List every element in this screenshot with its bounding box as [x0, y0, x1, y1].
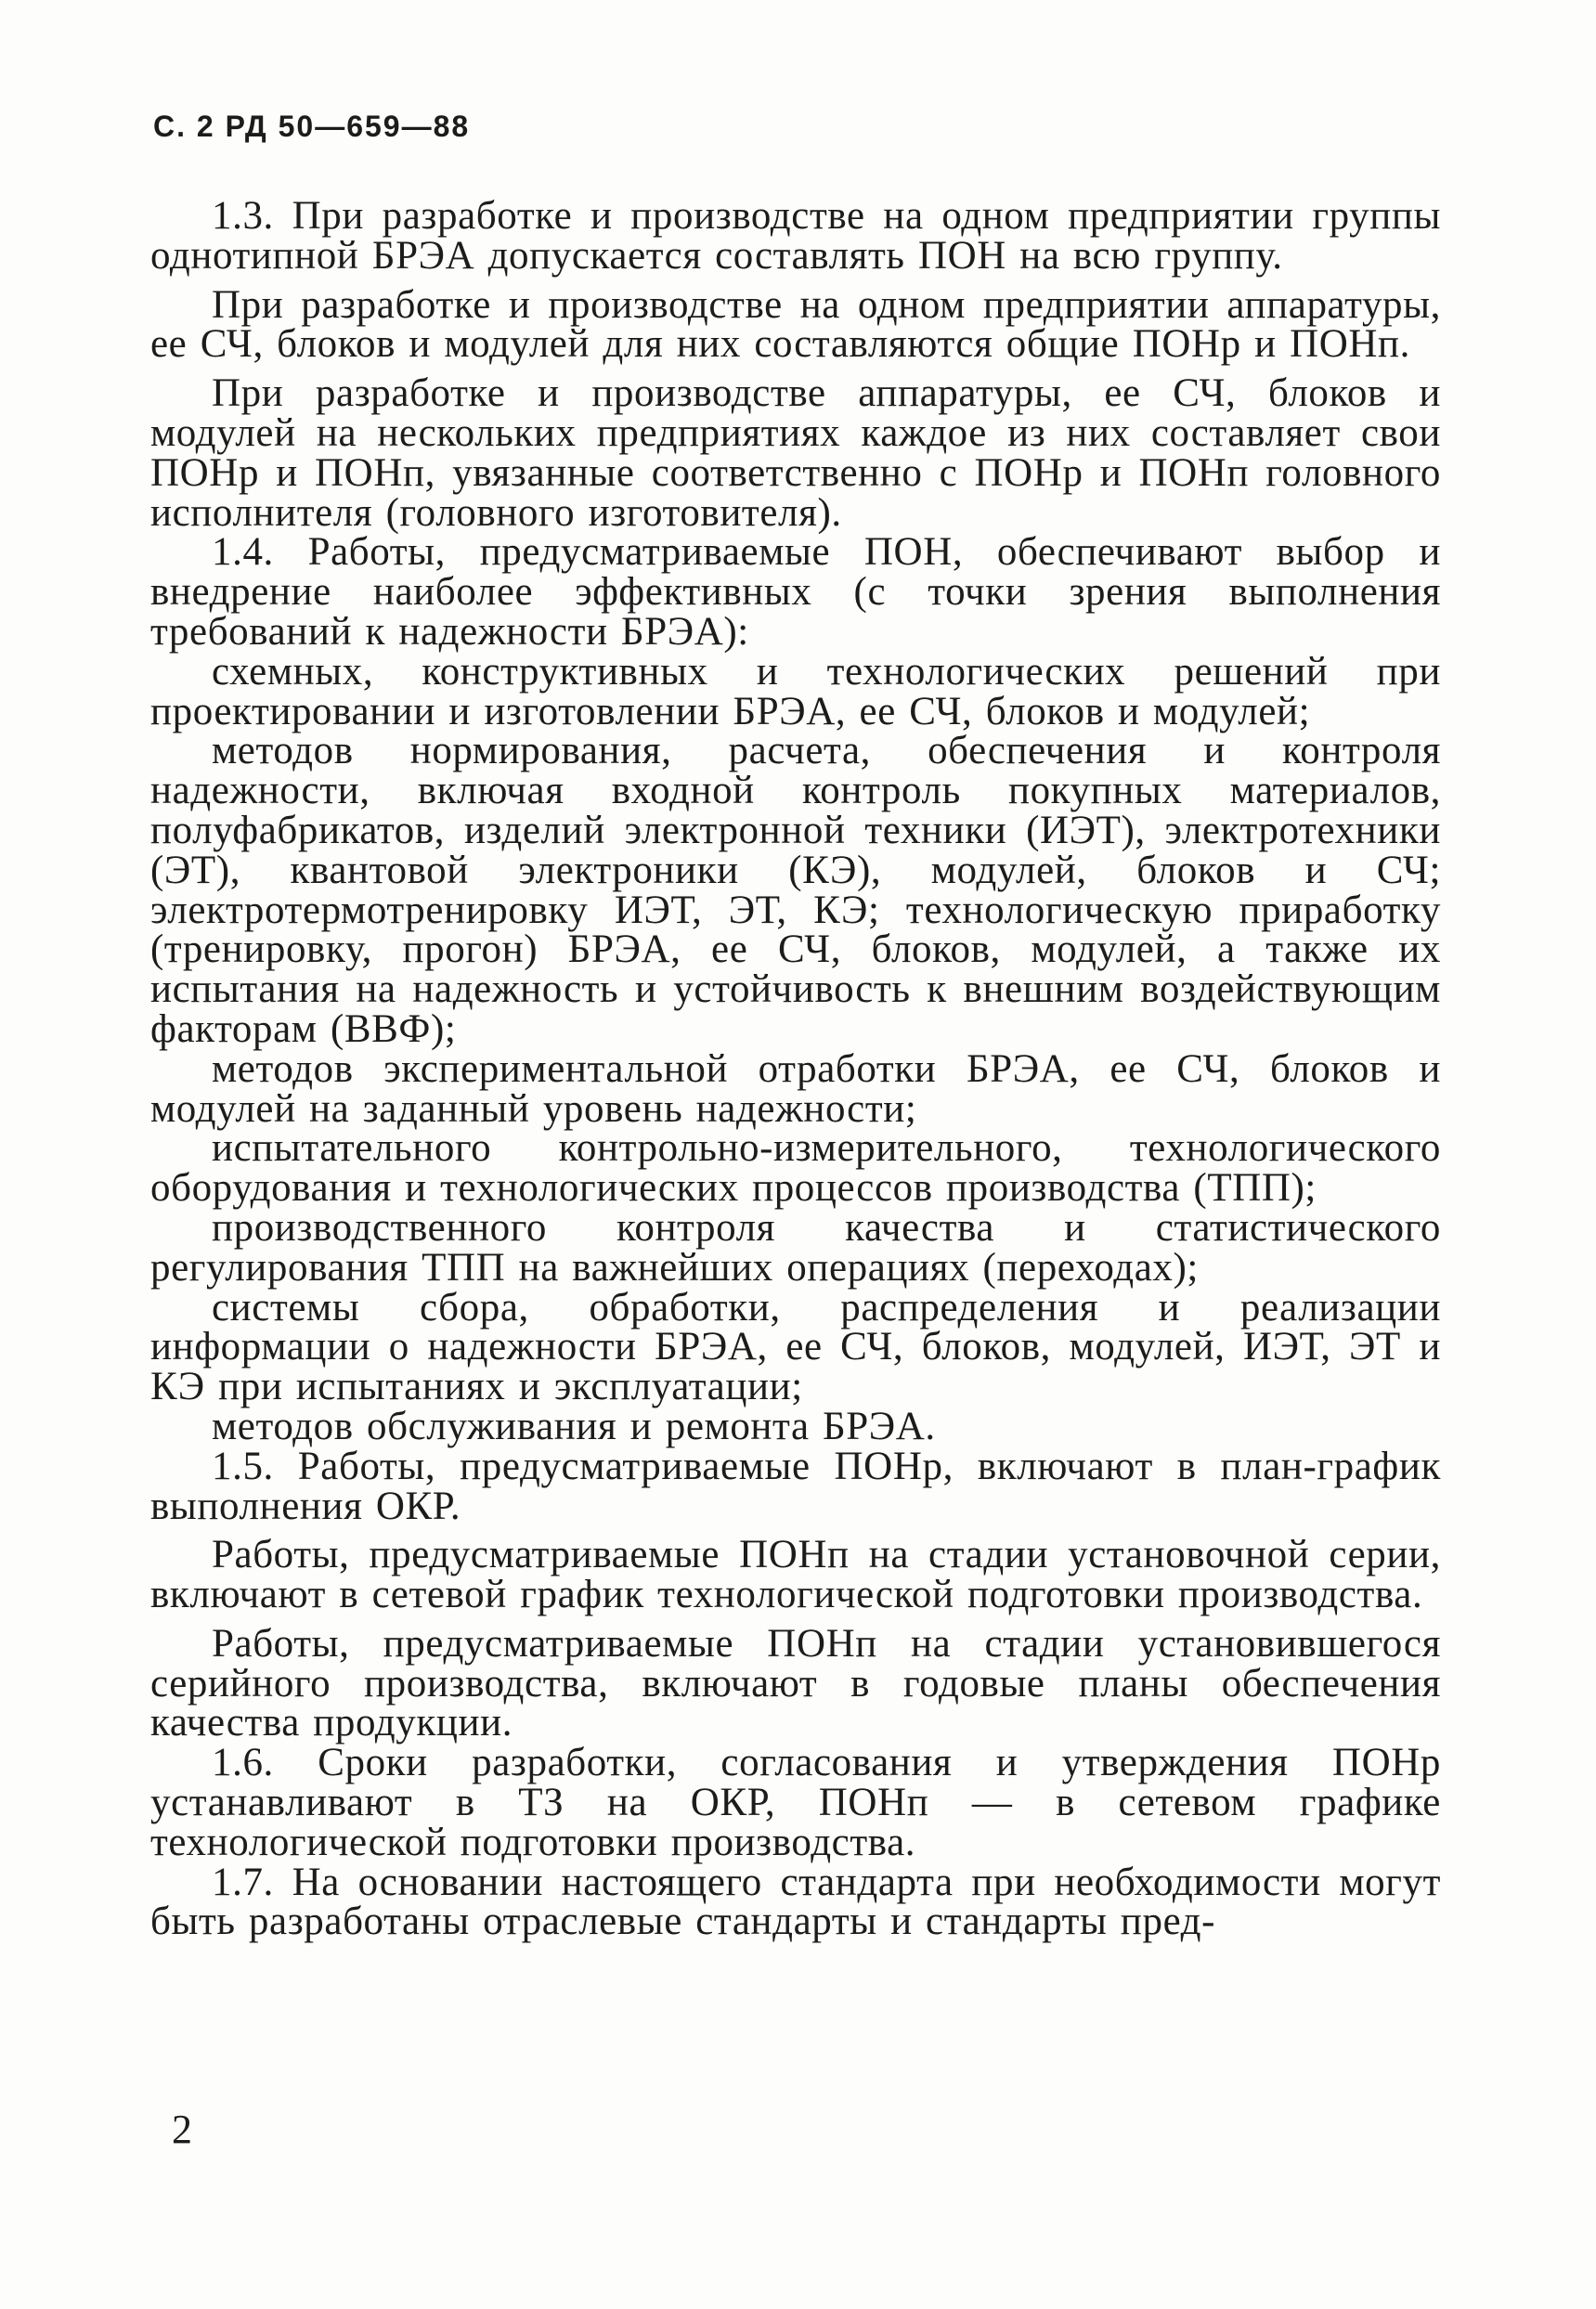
paragraph: методов экспериментальной отработки БРЭА, ее СЧ, блоков и модулей на заданный уровень надежности;	[150, 1046, 1441, 1131]
paragraph: 1.7. На основании настоящего стандарта при необходимости могут быть разработаны отраслевые стандарты и стандарты пред-	[150, 1860, 1441, 1944]
paragraph: 1.4. Работы, предусматриваемые ПОН, обеспечивают выбор и внедрение наиболее эффективных (с точки зрения выполнения требований к надежности БРЭА):	[150, 530, 1441, 654]
paragraph: производственного контроля качества и статистического регулирования ТПП на важнейших операциях (переходах);	[150, 1205, 1441, 1290]
paragraph: 1.5. Работы, предусматриваемые ПОНр, включают в план-график выполнения ОКР.	[150, 1444, 1441, 1528]
page-header: С. 2 РД 50—659—88	[153, 110, 471, 143]
paragraph: При разработке и производстве на одном предприятии аппаратуры, ее СЧ, блоков и модулей для них составляются общие ПОНр и ПОНп.	[150, 282, 1441, 367]
paragraph: 1.3. При разработке и производстве на одном предприятии группы однотипной БРЭА допускается составлять ПОН на всю группу.	[150, 194, 1441, 278]
paragraph: испытательного контрольно-измерительного, технологического оборудования и технологических процессов производства (ТПП);	[150, 1126, 1441, 1211]
paragraph: 1.6. Сроки разработки, согласования и утверждения ПОНр устанавливают в ТЗ на ОКР, ПОНп — в сетевом графике технологической подготовки производства.	[150, 1741, 1441, 1864]
paragraph: системы сбора, обработки, распределения и реализации информации о надежности БРЭА, ее СЧ, блоков, модулей, ИЭТ, ЭТ и КЭ при испытаниях и эксплуатации;	[150, 1285, 1441, 1409]
paragraph: При разработке и производстве аппаратуры, ее СЧ, блоков и модулей на нескольких предприятиях каждое из них составляет свои ПОНр и ПОНп, увязанные соответственно с ПОНр и ПОНп головного исполнителя (головного изготовителя).	[150, 371, 1441, 535]
paragraph: схемных, конструктивных и технологических решений при проектировании и изготовлении БРЭА, ее СЧ, блоков и модулей;	[150, 649, 1441, 733]
paragraph: Работы, предусматриваемые ПОНп на стадии установившегося серийного производства, включают в годовые планы обеспечения качества продукции.	[150, 1621, 1441, 1745]
paragraph: Работы, предусматриваемые ПОНп на стадии установочной серии, включают в сетевой график технологической подготовки производства.	[150, 1533, 1441, 1617]
paragraph: методов нормирования, расчета, обеспечения и контроля надежности, включая входной контроль покупных материалов, полуфабрикатов, изделий электронной техники (ИЭТ), электротехники (ЭТ), квантовой электроники (КЭ), модулей, блоков и СЧ; электротермотренировку ИЭТ, ЭТ, КЭ; технологическую приработку (тренировку, прогон) БРЭА, ее СЧ, блоков, модулей, а также их испытания на надежность и устойчивость к внешним воздействующим факторам (ВВФ);	[150, 729, 1441, 1051]
body-text	[150, 194, 1441, 1944]
paragraph: методов обслуживания и ремонта БРЭА.	[212, 1404, 936, 1448]
page-number: 2	[172, 2107, 192, 2152]
